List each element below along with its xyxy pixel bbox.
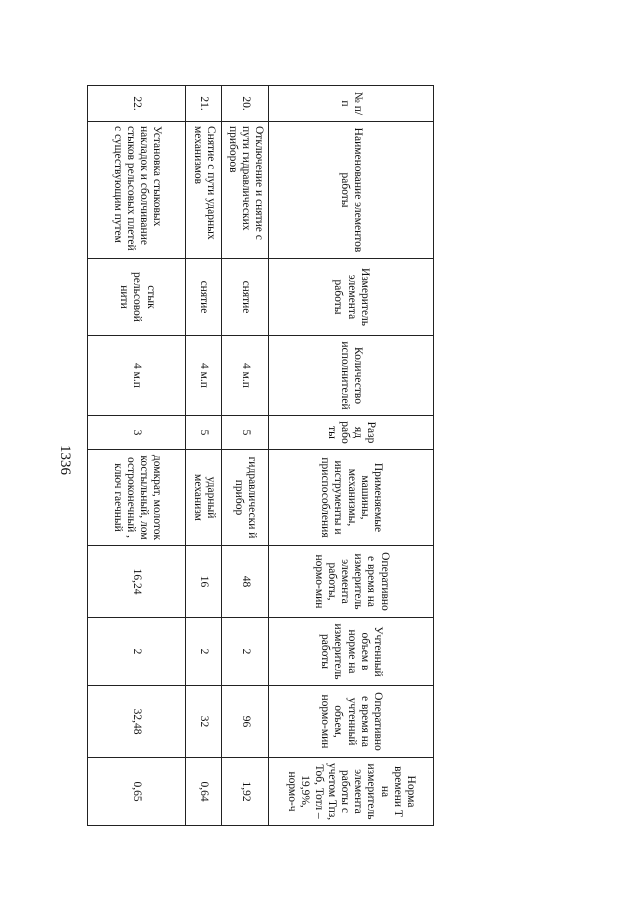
rotated-table-container [89,85,434,821]
table-cell: 2 [222,618,269,686]
work-norms-table [87,85,434,826]
table-cell: 96 [222,686,269,758]
table-cell: 0,64 [186,758,222,826]
header-cell: № п/п [269,86,434,122]
table-cell: ударный механизм [186,450,222,546]
table-cell: снятие [222,259,269,336]
table-cell: 22. [88,86,186,122]
table-cell: 2 [88,618,186,686]
header-cell: Количество исполнителей [269,336,434,416]
table-row [186,86,222,826]
table-cell: 16 [186,546,222,618]
table-cell: 4 м.п [222,336,269,416]
header-cell: Учтенный объем в норме на измеритель работы [269,618,434,686]
header-cell: Наименование элементов работы [269,122,434,259]
table-cell: 21. [186,86,222,122]
header-cell: Оперативное время на учтенный объем, нормо-мин [269,686,434,758]
header-cell: Оперативное время на измеритель элемента работы, нормо-мин [269,546,434,618]
header-cell: Разряд работы [269,416,434,450]
table-row [88,86,186,826]
table-cell: 0,65 [88,758,186,826]
table-cell: Установка стыковых накладок и сболчивание стыков рельсовых плетей с существующим путем [88,122,186,259]
table-cell: гидравлически й прибор [222,450,269,546]
header-cell: Норма времени Т на измеритель элемента работы с учетом Тпз, Тоб, Тотл – 19,9%, нормо-ч [269,758,434,826]
table-header-row [269,86,434,826]
table-cell: 20. [222,86,269,122]
table-cell: Снятие с пути ударных механизмов [186,122,222,259]
table-cell: 3 [88,416,186,450]
table-cell: стык рельсовой нити [88,259,186,336]
table-cell: 5 [222,416,269,450]
table-cell: 5 [186,416,222,450]
table-cell: 32,48 [88,686,186,758]
table-cell: 48 [222,546,269,618]
header-cell: Применяемые машины, механизмы, инструменты и приспособления [269,450,434,546]
header-cell: Измеритель элемента работы [269,259,434,336]
table-row [222,86,269,826]
table-cell: 2 [186,618,222,686]
table-cell: домкрат, молоток костыльный, лом остроконечный , ключ гаечный [88,450,186,546]
table-cell: 16,24 [88,546,186,618]
table-cell: 32 [186,686,222,758]
table-cell: 4 м.п [88,336,186,416]
table-cell: Отключение и снятие с пути гидравлических приборов [222,122,269,259]
table-cell: 4 м.п [186,336,222,416]
table-cell: 1,92 [222,758,269,826]
table-cell: снятие [186,259,222,336]
page-number: 1336 [57,445,73,475]
